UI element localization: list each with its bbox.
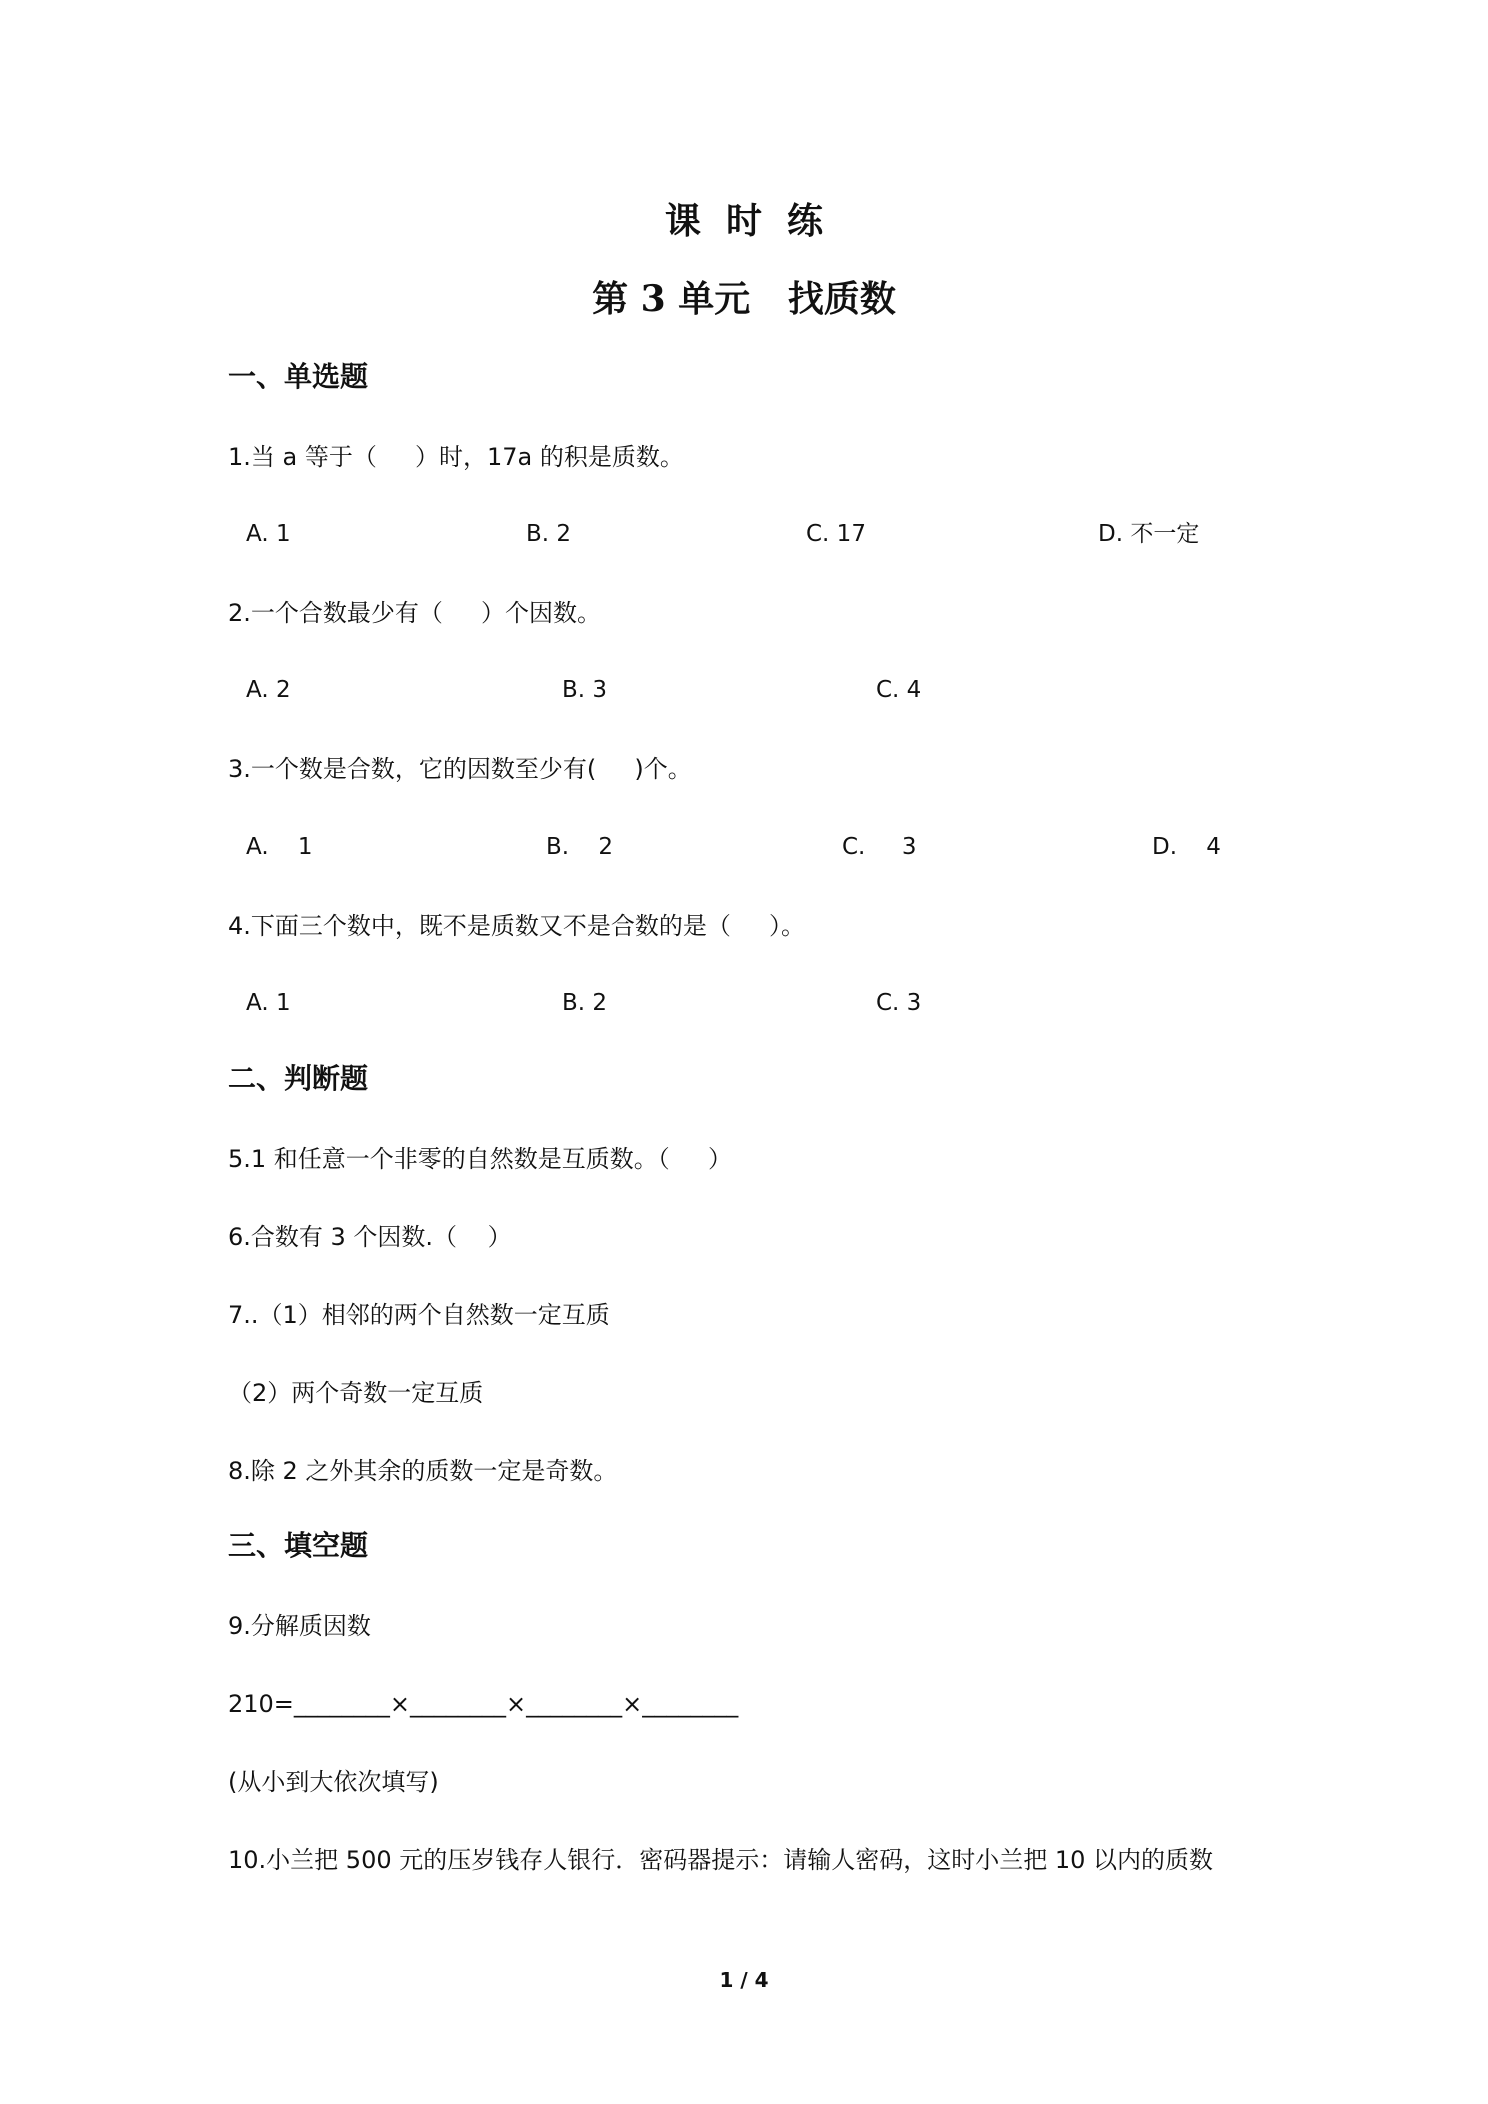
question-3: 3.一个数是合数，它的因数至少有( )个。: [228, 755, 692, 783]
question-1: 1.当 a 等于（ ）时，17a 的积是质数。: [228, 443, 684, 471]
q2-option-b: B. 3: [562, 677, 608, 703]
q3-option-b: B. 2: [546, 834, 613, 860]
q3-option-d: D. 4: [1152, 834, 1221, 860]
question-7-sub-2: （2）两个奇数一定互质: [228, 1379, 484, 1407]
q1-option-d: D. 不一定: [1098, 521, 1200, 547]
question-2: 2.一个合数最少有（ ）个因数。: [228, 599, 602, 627]
q2-option-c: C. 4: [876, 677, 922, 703]
q4-option-a: A. 1: [246, 990, 291, 1016]
q3-option-a: A. 1: [246, 834, 313, 860]
question-5: 5.1 和任意一个非零的自然数是互质数。（ ）: [228, 1145, 732, 1173]
q1-option-b: B. 2: [526, 521, 572, 547]
q4-option-c: C. 3: [876, 990, 922, 1016]
question-10: 10.小兰把 500 元的压岁钱存人银行．密码器提示：请输人密码，这时小兰把 10 以内的质数: [228, 1846, 1214, 1874]
q2-option-a: A. 2: [246, 677, 291, 703]
page-number: 1 / 4: [719, 1968, 769, 1992]
question-9-note: (从小到大依次填写): [228, 1768, 439, 1796]
section-heading-fill-in: 三、填空题: [228, 1529, 369, 1562]
q3-option-c: C. 3: [842, 834, 917, 860]
q1-option-c: C. 17: [806, 521, 866, 547]
question-8: 8.除 2 之外其余的质数一定是奇数。: [228, 1457, 618, 1485]
question-6: 6.合数有 3 个因数.（ ）: [228, 1223, 512, 1251]
q1-option-a: A. 1: [246, 521, 291, 547]
question-9: 9.分解质因数: [228, 1612, 371, 1640]
page-title: 课 时 练: [664, 200, 824, 242]
question-4: 4.下面三个数中，既不是质数又不是合数的是（ ）。: [228, 912, 806, 940]
page-subtitle: 第 3 单元 找质数: [592, 278, 896, 320]
section-heading-true-false: 二、判断题: [228, 1062, 369, 1095]
question-7: 7..（1）相邻的两个自然数一定互质: [228, 1301, 610, 1329]
section-heading-single-choice: 一、单选题: [228, 360, 369, 393]
q4-option-b: B. 2: [562, 990, 608, 1016]
question-9-formula: 210=________×________×________×________: [228, 1690, 739, 1718]
